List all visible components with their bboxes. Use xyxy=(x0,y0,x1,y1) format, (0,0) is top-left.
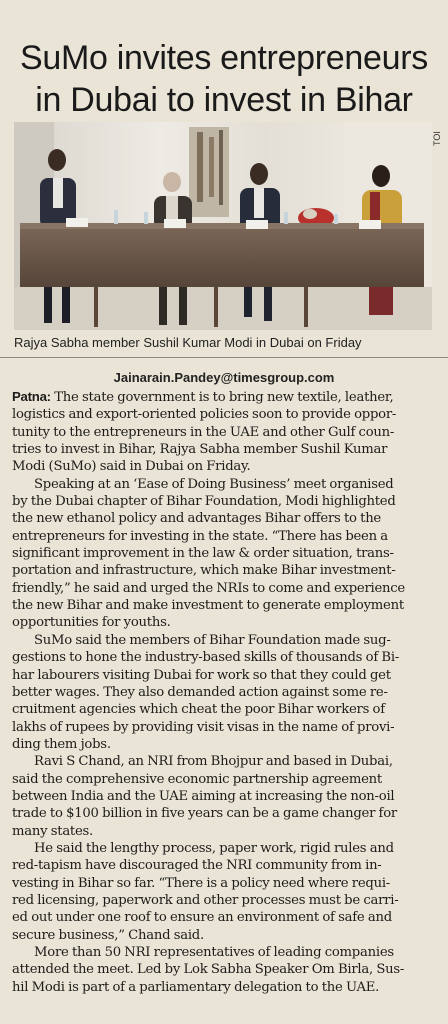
article-line: logistics and export-oriented policies soon to provide oppor- xyxy=(12,407,397,423)
article-line: tunity to the entrepreneurs in the UAE and other Gulf coun- xyxy=(12,424,395,440)
article-line: friendly,” he said and urged the NRIs to come and experience xyxy=(12,580,405,596)
article-line: gestions to hone the industry-based skills of thousands of Bi- xyxy=(12,650,400,666)
byline-email: Jainarain.Pandey@timesgroup.com xyxy=(113,370,335,385)
article-line: lakhs of rupees by providing visit visas in the name of provi- xyxy=(12,719,395,735)
article-line: Modi (SuMo) said in Dubai on Friday. xyxy=(12,459,251,475)
article-line: More than 50 NRI representatives of leading companies xyxy=(34,945,394,960)
divider xyxy=(0,357,448,358)
article-line: har labourers visiting Dubai for work so that they could get xyxy=(12,667,391,683)
article-line: red licensing, paperwork and other processes must be carri- xyxy=(12,892,399,908)
article-line: entrepreneurs for investing in the state. “There has been a xyxy=(12,528,388,544)
article-line: He said the lengthy process, paper work, rigid rules and xyxy=(34,840,394,856)
byline xyxy=(0,370,448,385)
photo-image xyxy=(14,122,432,330)
article-line: ding them jobs. xyxy=(12,736,111,752)
article-line: hil Modi is part of a parliamentary delegation to the UAE. xyxy=(12,979,380,995)
article-line: opportunities for youths. xyxy=(12,615,171,631)
article-line: tries to invest in Bihar, Rajya Sabha member Sushil Kumar xyxy=(12,442,388,458)
article-line: cruitment agencies which cheat the poor Bihar workers of xyxy=(12,702,385,718)
headline xyxy=(10,37,438,121)
article-line: secure business,” Chand said. xyxy=(12,927,204,943)
article-line: said the comprehensive economic partnership agreement xyxy=(12,771,382,787)
headline-line-2: in Dubai to invest in Bihar xyxy=(35,80,413,119)
article-line: attended the meet. Led by Lok Sabha Speaker Om Birla, Sus- xyxy=(12,962,405,978)
photo-caption: Rajya Sabha member Sushil Kumar Modi in Dubai on Friday xyxy=(14,335,362,350)
article-line: Speaking at an ‘Ease of Doing Business’ meet organised xyxy=(34,476,394,492)
photo-credit: TOI xyxy=(432,131,442,146)
article-line: Patna: The state government is to bring new textile, leather, xyxy=(12,389,394,405)
article-line: by the Dubai chapter of Bihar Foundation, Modi highlighted xyxy=(12,494,396,510)
article-line: trade to $100 billion in five years can be a game changer for xyxy=(12,806,397,822)
article-line: many states. xyxy=(12,823,93,839)
article-line: the new Bihar and make investment to generate employment xyxy=(12,598,404,614)
article-line: between India and the UAE aiming at increasing the non-oil xyxy=(12,788,395,804)
article-body xyxy=(12,388,434,996)
headline-line-1: SuMo invites entrepreneurs xyxy=(20,38,428,77)
article-line: red-tapism have discouraged the NRI community from in- xyxy=(12,858,382,874)
article-line: better wages. They also demanded action against some re- xyxy=(12,684,388,700)
article-line: Ravi S Chand, an NRI from Bhojpur and based in Dubai, xyxy=(34,754,393,770)
article-line: ed out under one roof to ensure an environment of safe and xyxy=(12,910,392,926)
news-photo xyxy=(14,122,432,330)
article-line: SuMo said the members of Bihar Foundation made sug- xyxy=(34,632,391,648)
article-line: significant improvement in the law & order situation, trans- xyxy=(12,546,394,562)
article-line: portation and infrastructure, which make Bihar investment- xyxy=(12,563,396,579)
article-line: vesting in Bihar so far. “There is a policy need where requi- xyxy=(12,875,391,891)
dateline: Patna: xyxy=(12,389,51,404)
article-line: the new ethanol policy and advantages Bihar offers to the xyxy=(12,511,381,527)
